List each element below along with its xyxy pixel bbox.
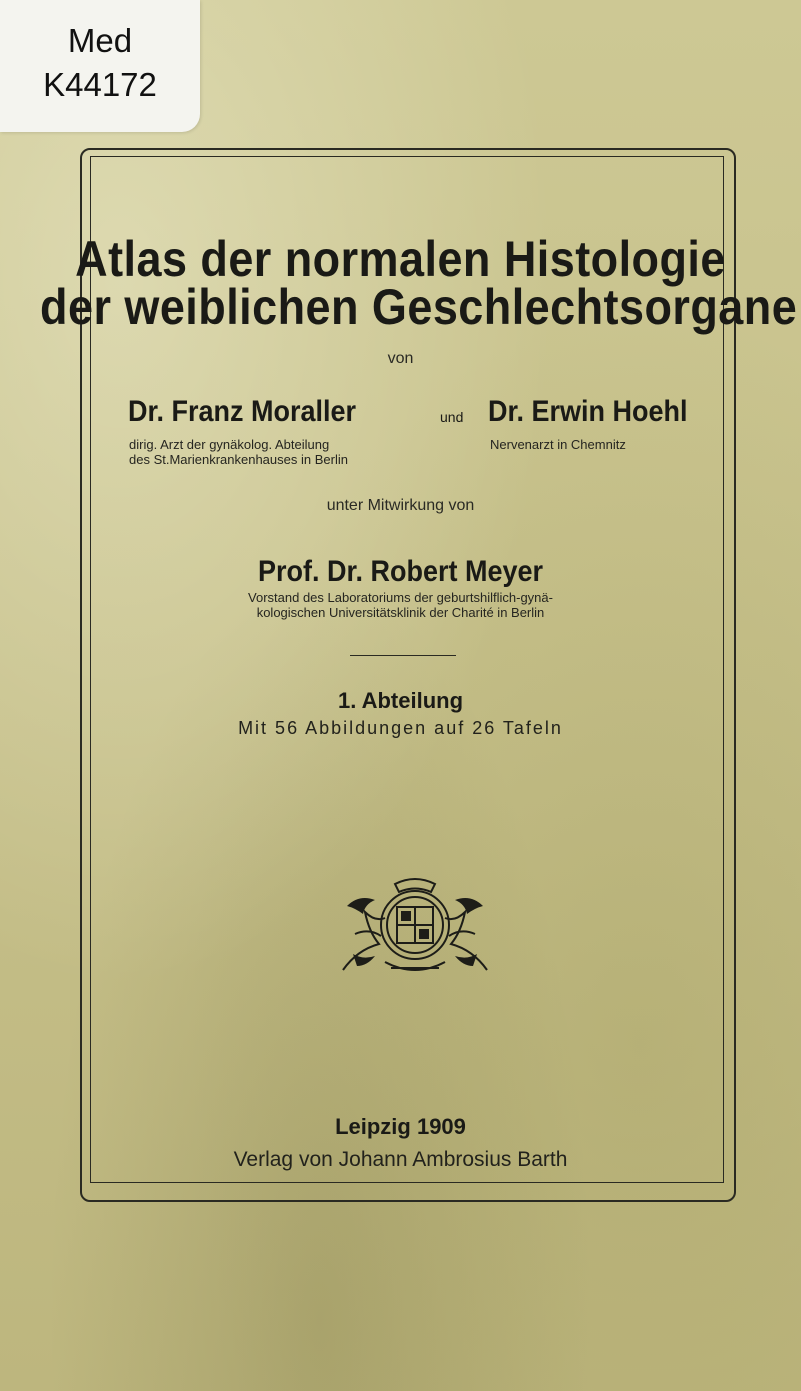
- imprint-publisher: Verlag von Johann Ambrosius Barth: [233, 1148, 568, 1171]
- book-title-line-1: Atlas der normalen Histologie: [75, 231, 726, 287]
- author-2-name: Dr. Erwin Hoehl: [488, 395, 688, 428]
- collaborator-name: Prof. Dr. Robert Meyer: [257, 555, 544, 588]
- publisher-emblem-icon: [335, 870, 495, 982]
- label-line-1: Med: [67, 22, 133, 59]
- author-1-affiliation-line-2: des St.Marienkrankenhauses in Berlin: [129, 452, 348, 467]
- von-label: von: [387, 350, 414, 367]
- collaboration-label: unter Mitwirkung von: [326, 497, 475, 514]
- library-label: [0, 0, 200, 132]
- section-title: 1. Abteilung: [337, 688, 464, 713]
- book-title-line-2: der weiblichen Geschlechtsorgane: [40, 279, 798, 335]
- divider-rule: [350, 655, 456, 656]
- author-2-affiliation-line-1: Nervenarzt in Chemnitz: [490, 437, 626, 452]
- collaborator-affiliation-line-1: Vorstand des Laboratoriums der geburtshilflich-gynä-: [248, 590, 553, 605]
- author-1-name: Dr. Franz Moraller: [128, 395, 357, 428]
- collaborator-affiliation-line-2: kologischen Universitätsklinik der Charité in Berlin: [256, 605, 545, 620]
- imprint-place-year: Leipzig 1909: [335, 1114, 466, 1139]
- author-2-affiliation: [490, 437, 626, 452]
- author-connector: und: [440, 409, 464, 425]
- author-1-affiliation: [129, 437, 348, 467]
- label-shelfmark: K44172: [43, 66, 157, 103]
- author-1-affiliation-line-1: dirig. Arzt der gynäkolog. Abteilung: [129, 437, 330, 452]
- section-subtitle: Mit 56 Abbildungen auf 26 Tafeln: [238, 718, 563, 738]
